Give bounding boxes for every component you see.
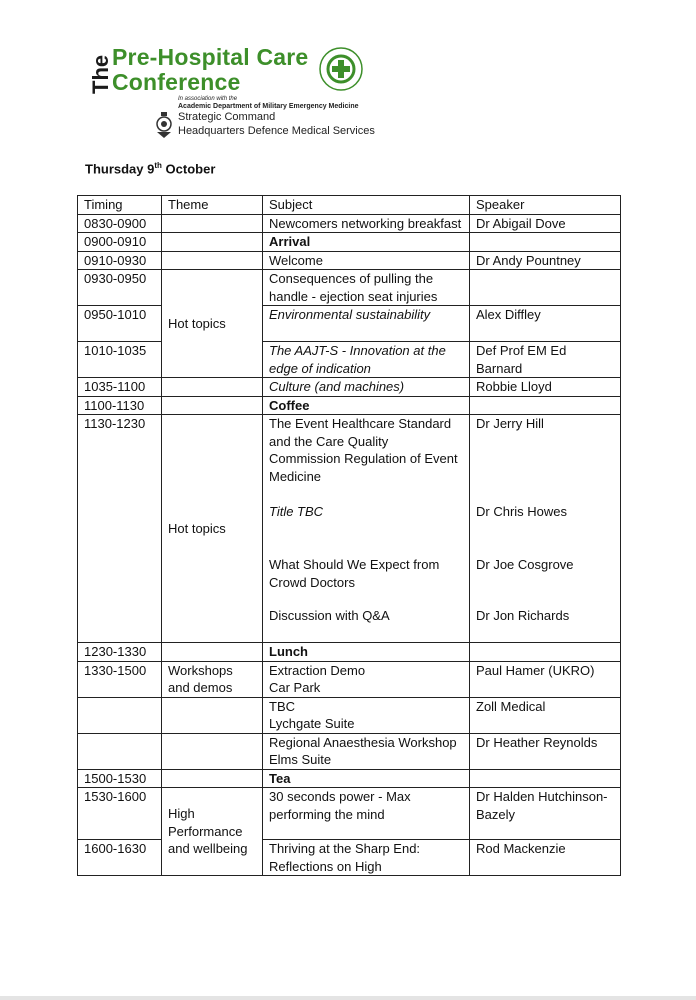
theme-cell — [162, 251, 263, 270]
speaker-cell — [470, 233, 621, 252]
table-row — [78, 733, 621, 769]
speaker-cell: Robbie Lloyd — [470, 378, 621, 397]
table-row — [78, 840, 621, 876]
table-row — [78, 342, 621, 378]
timing-cell: 1330-1500 — [78, 661, 162, 697]
timing-cell: 0950-1010 — [78, 306, 162, 342]
session-subject: What Should We Expect from Crowd Doctors — [269, 557, 440, 590]
subject-cell — [263, 661, 470, 697]
session-speaker: Dr Jon Richards — [476, 608, 570, 623]
subject-cell — [263, 733, 470, 769]
timing-cell: 1035-1100 — [78, 378, 162, 397]
theme-cell — [162, 733, 263, 769]
workshop-title: Extraction Demo — [269, 662, 366, 678]
basics-badge-icon — [318, 46, 364, 92]
subject-cell: The AAJT-S - Innovation at the edge of indication — [263, 342, 470, 378]
speaker-cell — [470, 270, 621, 306]
timing-cell — [78, 697, 162, 733]
theme-cell-hot-topics: Hot topics — [162, 270, 263, 378]
header-timing: Timing — [78, 196, 162, 215]
timing-cell — [78, 733, 162, 769]
theme-cell — [162, 697, 263, 733]
theme-cell — [162, 233, 263, 252]
crest-icon — [154, 112, 174, 138]
session-speaker: Dr Joe Cosgrove — [476, 557, 574, 572]
table-row — [78, 769, 621, 788]
theme-cell — [162, 643, 263, 662]
speaker-cell: Dr Andy Pountney — [470, 251, 621, 270]
timing-cell: 1600-1630 — [78, 840, 162, 876]
speaker-cell — [470, 769, 621, 788]
speaker-cell — [470, 643, 621, 662]
theme-line: and demos — [168, 680, 233, 695]
conference-logo — [88, 44, 375, 140]
table-row — [78, 214, 621, 233]
subject-cell: Coffee — [263, 396, 470, 415]
timing-cell: 1500-1530 — [78, 769, 162, 788]
speaker-cell: Rod Mackenzie — [470, 840, 621, 876]
session-subject: The Event Healthcare Standard and the Care Quality Commission Regulation of Event Medicine — [269, 416, 458, 484]
table-row — [78, 643, 621, 662]
speaker-cell: Def Prof EM Ed Barnard — [470, 342, 621, 378]
timing-cell: 0930-0950 — [78, 270, 162, 306]
theme-cell — [162, 214, 263, 233]
workshop-location: Elms Suite — [269, 752, 332, 767]
subject-cell: Consequences of pulling the handle - ejection seat injuries — [263, 270, 470, 306]
logo-the: The — [88, 54, 113, 94]
subject-cell: Newcomers networking breakfast — [263, 214, 470, 233]
workshop-title: TBC — [269, 698, 295, 714]
speaker-cell — [470, 415, 621, 643]
subject-cell: Thriving at the Sharp End: Reflections on High — [263, 840, 470, 876]
table-header-row — [78, 196, 621, 215]
subject-cell: Lunch — [263, 643, 470, 662]
timing-cell: 1130-1230 — [78, 415, 162, 643]
logo-association-text: In association with the — [178, 96, 238, 102]
session-subject: Title TBC — [269, 504, 324, 519]
timing-cell: 0900-0910 — [78, 233, 162, 252]
subject-cell: Culture (and machines) — [263, 378, 470, 397]
theme-cell-high-performance: High Performance and wellbeing — [162, 788, 263, 876]
logo-headquarters: Headquarters Defence Medical Services — [178, 125, 375, 137]
page-edge-divider — [0, 996, 696, 1000]
logo-department-text: Academic Department of Military Emergency Medicine — [178, 103, 359, 110]
subject-cell: 30 seconds power - Max performing the mind — [263, 788, 470, 840]
timing-cell: 0910-0930 — [78, 251, 162, 270]
table-row — [78, 251, 621, 270]
table-row — [78, 270, 621, 306]
speaker-cell: Alex Diffley — [470, 306, 621, 342]
table-row — [78, 697, 621, 733]
header-subject: Subject — [263, 196, 470, 215]
workshop-location: Car Park — [269, 680, 321, 695]
table-row — [78, 233, 621, 252]
workshop-title: Regional Anaesthesia Workshop — [269, 734, 457, 750]
timing-cell: 1100-1130 — [78, 396, 162, 415]
table-row — [78, 661, 621, 697]
session-speaker: Dr Chris Howes — [476, 504, 568, 519]
header-theme: Theme — [162, 196, 263, 215]
table-row — [78, 396, 621, 415]
schedule-table — [77, 195, 621, 876]
timing-cell: 1010-1035 — [78, 342, 162, 378]
timing-cell: 1230-1330 — [78, 643, 162, 662]
timing-cell: 1530-1600 — [78, 788, 162, 840]
table-row — [78, 788, 621, 840]
theme-cell-workshops — [162, 661, 263, 697]
logo-strategic-command: Strategic Command — [178, 111, 276, 123]
theme-cell — [162, 378, 263, 397]
subject-cell: Welcome — [263, 251, 470, 270]
subject-cell — [263, 697, 470, 733]
theme-cell — [162, 769, 263, 788]
table-row — [78, 306, 621, 342]
day-heading — [85, 161, 215, 176]
logo-title-line2: Conference — [112, 69, 241, 95]
speaker-cell: Zoll Medical — [470, 697, 621, 733]
timing-cell: 0830-0900 — [78, 214, 162, 233]
speaker-cell: Dr Halden Hutchinson-Bazely — [470, 788, 621, 840]
subject-cell: Arrival — [263, 233, 470, 252]
subject-cell — [263, 415, 470, 643]
workshop-location: Lychgate Suite — [269, 716, 355, 731]
day-prefix: Thursday 9 — [85, 161, 155, 177]
speaker-cell: Paul Hamer (UKRO) — [470, 661, 621, 697]
speaker-cell: Dr Abigail Dove — [470, 214, 621, 233]
table-row — [78, 415, 621, 643]
theme-cell — [162, 396, 263, 415]
subject-cell: Environmental sustainability — [263, 306, 470, 342]
logo-title-line1: Pre-Hospital Care — [112, 44, 309, 70]
speaker-cell: Dr Heather Reynolds — [470, 733, 621, 769]
day-suffix: th — [154, 161, 162, 170]
table-row — [78, 378, 621, 397]
header-speaker: Speaker — [470, 196, 621, 215]
day-month: October — [165, 161, 216, 177]
speaker-cell — [470, 396, 621, 415]
theme-line: Workshops — [168, 662, 233, 678]
theme-cell-hot-topics: Hot topics — [162, 415, 263, 643]
subject-cell: Tea — [263, 769, 470, 788]
session-speaker: Dr Jerry Hill — [476, 416, 544, 431]
session-subject: Discussion with Q&A — [269, 608, 390, 623]
